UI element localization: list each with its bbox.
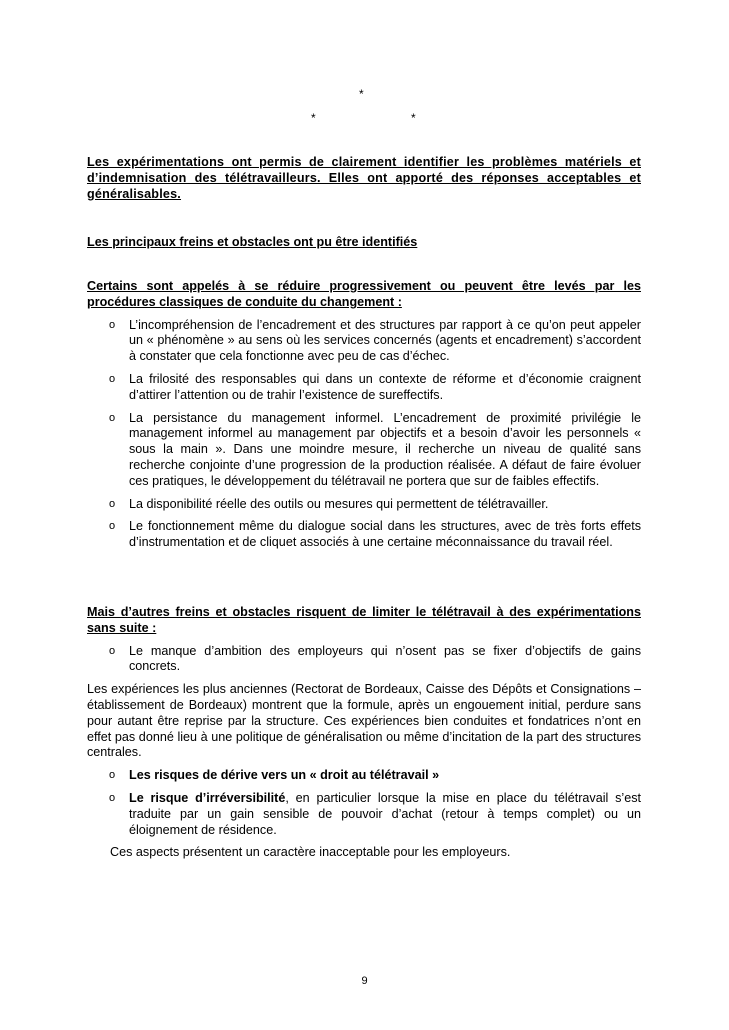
summary-paragraph: Les expérimentations ont permis de clairement identifier les problèmes matériels et d’indemnisation des télétravailleurs. Elles ont apporté des réponses acceptables et généralisables. xyxy=(87,155,641,201)
separator-star: * xyxy=(359,87,364,101)
section-2-heading: Mais d’autres freins et obstacles risquent de limiter le télétravail à des expérimentations sans suite : xyxy=(87,605,641,635)
list-item xyxy=(87,768,641,784)
risk-derive: Les risques de dérive vers un « droit au télétravail » xyxy=(129,768,440,783)
bullet-icon: o xyxy=(109,372,116,385)
list-item: o Le risque d’irréversibilité, en particulier lorsque la mise en place du télétravail s’est traduite par un gain sensible de pouvoir d’achat (retour à temps complet) ou un éloignement de résidence. xyxy=(109,790,641,837)
section-2-list-risks xyxy=(87,768,641,838)
bullet-icon: o xyxy=(109,791,116,804)
bullet-icon: o xyxy=(109,497,116,510)
section-2-list xyxy=(87,644,641,676)
bullet-icon: o xyxy=(109,644,116,657)
section-1-heading: Certains sont appelés à se réduire progressivement ou peuvent être levés par les procédures classiques de conduite du changement : xyxy=(87,279,641,309)
section-2 xyxy=(87,605,641,861)
bullet-icon: o xyxy=(109,318,116,331)
list-item: o La persistance du management informel. L’encadrement de proximité privilégie le management informel au management par objectifs et a besoin d’avoir les personnels « sous la main ». Dans une moindre mesure, il recherche un niveau de qualité sans recherche conjointe d’une progression de la production réalisée. A défaut de faire évoluer ces pratiques, le développement du télétravail ne portera que sur de faibles effectifs. xyxy=(109,410,641,488)
list-item: o L’incompréhension de l’encadrement et des structures par rapport à ce qu’on peut appeler un « phénomène » au sens où les services concernés (agents et encadrement) s’accordent à constater que cela fonctionne avec peu de cas d’échec. xyxy=(109,317,641,364)
section-1-list xyxy=(87,318,641,551)
section-1 xyxy=(87,279,641,558)
heading-freins: Les principaux freins et obstacles ont pu être identifiés xyxy=(87,235,418,249)
bullet-icon: o xyxy=(109,520,116,533)
list-item: o La disponibilité réelle des outils ou mesures qui permettent de télétravailler. xyxy=(109,496,549,511)
bullet-icon: o xyxy=(109,769,116,782)
risk-irreversibilite: Le risque d’irréversibilité xyxy=(129,790,286,805)
list-item: o Le fonctionnement même du dialogue social dans les structures, avec de très forts effets d’instrumentation et de cliquet associés à une certaine méconnaissance du travail réel. xyxy=(109,519,641,550)
section-2-paragraph: Les expériences les plus anciennes (Rectorat de Bordeaux, Caisse des Dépôts et Consignations –établissement de Bordeaux) montrent que la formule, après un engouement initial, perdure sans pour autant être reprise par la structure. Ces expériences bien conduites et fondatrices n’ont en effet pas donné lieu à une politique de généralisation ou même d’incitation de la part des structures centrales. xyxy=(87,682,641,760)
separator-star: * xyxy=(311,111,316,125)
list-item: o La frilosité des responsables qui dans un contexte de réforme et d’économie craignent d’attirer l’attention ou de trahir l’existence de sureffectifs. xyxy=(109,371,641,402)
page-number: 9 xyxy=(361,975,368,987)
closing-sentence: Ces aspects présentent un caractère inacceptable pour les employeurs. xyxy=(110,845,511,860)
separator-star: * xyxy=(411,111,416,125)
bullet-icon: o xyxy=(109,411,116,424)
list-item: o Le manque d’ambition des employeurs qui n’osent pas se fixer d’objectifs de gains concrets. xyxy=(109,643,641,674)
